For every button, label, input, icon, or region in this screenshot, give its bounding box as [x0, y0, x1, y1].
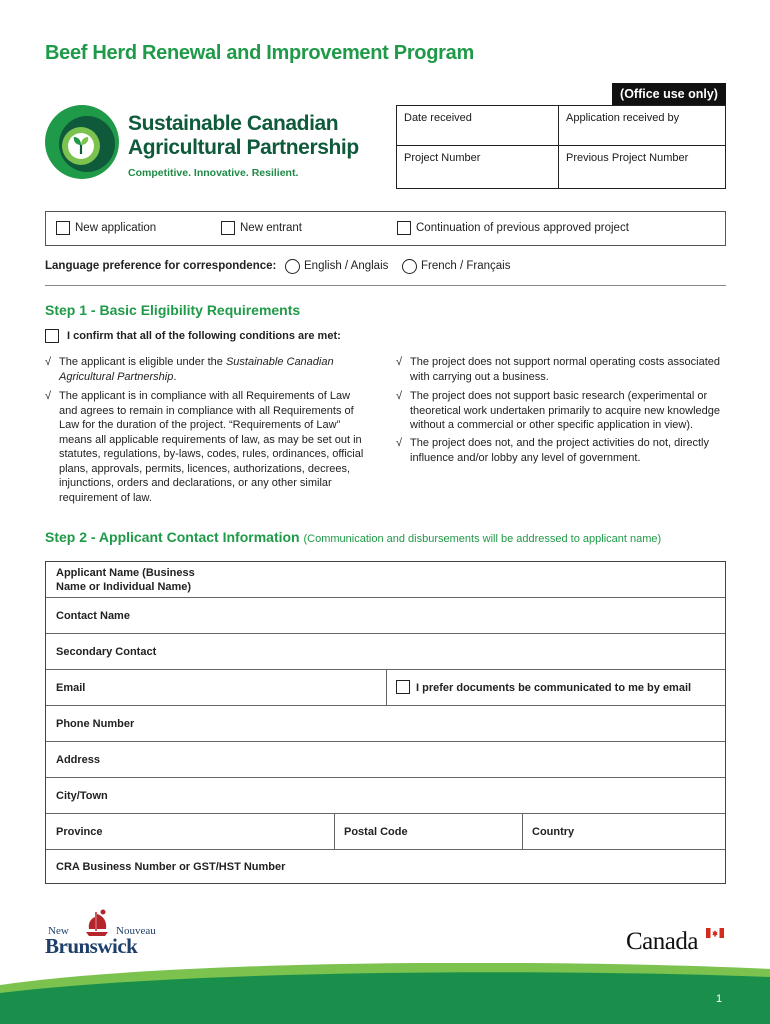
logo-tagline: Competitive. Innovative. Resilient.	[128, 167, 299, 179]
footer-wave	[0, 963, 770, 1024]
date-received-field[interactable]	[397, 106, 559, 146]
previous-project-number-field[interactable]	[559, 146, 725, 188]
contact-name-label: Contact Name	[56, 610, 130, 622]
step2-heading	[45, 529, 661, 545]
check-mark-icon: √	[396, 356, 403, 368]
secondary-contact-field[interactable]	[46, 634, 725, 670]
section-divider	[45, 285, 726, 286]
step1-heading: Step 1 - Basic Eligibility Requirements	[45, 302, 301, 318]
province-label: Province	[56, 826, 103, 838]
language-preference-label: Language preference for correspondence:	[45, 260, 277, 272]
canada-flag-icon	[706, 928, 724, 938]
address-field[interactable]	[46, 742, 725, 778]
date-received-label: Date received	[404, 112, 472, 124]
bullet-text: .	[173, 370, 177, 383]
column-divider	[386, 670, 387, 705]
applicant-name-field[interactable]	[46, 562, 725, 598]
application-received-by-label: Application received by	[566, 112, 680, 124]
office-use-label: (Office use only)	[612, 83, 726, 105]
new-application-label: New application	[75, 222, 157, 234]
phone-number-field[interactable]	[46, 706, 725, 742]
logo-wordmark	[128, 112, 359, 160]
step2-note: (Communication and disbursements will be addressed to applicant name)	[303, 533, 662, 545]
partnership-logo-icon	[44, 104, 120, 180]
check-mark-icon: √	[396, 390, 403, 402]
nb-nouveau-text: Nouveau	[116, 925, 156, 937]
bullet-text: The applicant is in compliance with all Requirements of Law and agrees to remain in compliance with all Requirements of Law for the duration of the project. “Requirements of Law” means all applicable requirements of law, as may be set out in statutes, regulations, by-laws, codes, rules, ordinances, official plans, approvals, permits, licences, authorizations, decrees, injunctions, orders and declarations, or any other similar requirement of law.	[59, 390, 364, 504]
logo-line-2: Agricultural Partnership	[128, 136, 359, 159]
list-item	[396, 389, 726, 433]
contact-name-field[interactable]	[46, 598, 725, 634]
email-field[interactable]	[46, 670, 725, 706]
new-application-checkbox[interactable]	[56, 221, 70, 235]
program-name: Sustainable Canadian Agricultural Partnership	[59, 356, 334, 383]
previous-project-number-label: Previous Project Number	[566, 152, 689, 164]
phone-number-label: Phone Number	[56, 718, 135, 730]
canada-wordmark: Canada	[626, 928, 698, 955]
email-preference-label: I prefer documents be communicated to me by email	[416, 682, 692, 694]
list-item	[45, 389, 370, 505]
check-mark-icon: √	[45, 390, 52, 402]
cra-number-field[interactable]	[46, 850, 725, 884]
cra-number-label: CRA Business Number or GST/HST Number	[56, 861, 286, 873]
address-label: Address	[56, 754, 101, 766]
office-use-box	[396, 105, 726, 189]
step2-title: Step 2 - Applicant Contact Information	[45, 529, 300, 545]
check-mark-icon: √	[45, 356, 52, 368]
french-label: French / Français	[421, 260, 511, 272]
email-label: Email	[56, 682, 86, 694]
logo-line-1: Sustainable Canadian	[128, 112, 339, 135]
page-title: Beef Herd Renewal and Improvement Program	[45, 42, 474, 64]
project-number-label: Project Number	[404, 152, 481, 164]
contact-info-table	[45, 561, 726, 884]
english-label: English / Anglais	[304, 260, 389, 272]
french-radio[interactable]	[402, 259, 417, 274]
city-town-label: City/Town	[56, 790, 108, 802]
continuation-checkbox[interactable]	[397, 221, 411, 235]
page-number: 1	[716, 993, 723, 1005]
bullet-text: The applicant is eligible under the	[59, 356, 226, 368]
new-entrant-label: New entrant	[240, 222, 303, 234]
new-entrant-checkbox[interactable]	[221, 221, 235, 235]
bullet-text: The project does not support basic research (experimental or theoretical work undertaken primarily to acquire new knowledge without a commercial or other specific application in view).	[410, 390, 720, 431]
applicant-name-label: Applicant Name (Business Name or Individual Name)	[56, 567, 195, 593]
secondary-contact-label: Secondary Contact	[56, 646, 157, 658]
continuation-label: Continuation of previous approved project	[416, 222, 629, 234]
confirm-conditions-label: I confirm that all of the following conditions are met:	[67, 330, 341, 342]
bullet-text: The project does not support normal operating costs associated with carrying out a business.	[410, 356, 721, 383]
project-number-field[interactable]	[397, 146, 559, 188]
column-divider	[522, 814, 523, 849]
check-mark-icon: √	[396, 437, 403, 449]
list-item	[45, 355, 370, 384]
nb-new-text: New	[48, 925, 69, 937]
country-label: Country	[532, 826, 575, 838]
nb-brunswick-text: Brunswick	[45, 934, 138, 958]
postal-code-label: Postal Code	[344, 826, 408, 838]
list-item	[396, 436, 726, 465]
application-received-by-field[interactable]	[559, 106, 725, 146]
list-item	[396, 355, 726, 384]
bullet-text: The project does not, and the project activities do not, directly influence and/or lobby any level of government.	[410, 437, 709, 464]
email-preference-checkbox[interactable]	[396, 680, 410, 694]
english-radio[interactable]	[285, 259, 300, 274]
confirm-conditions-checkbox[interactable]	[45, 329, 59, 343]
column-divider	[334, 814, 335, 849]
city-town-field[interactable]	[46, 778, 725, 814]
location-row	[46, 814, 725, 850]
